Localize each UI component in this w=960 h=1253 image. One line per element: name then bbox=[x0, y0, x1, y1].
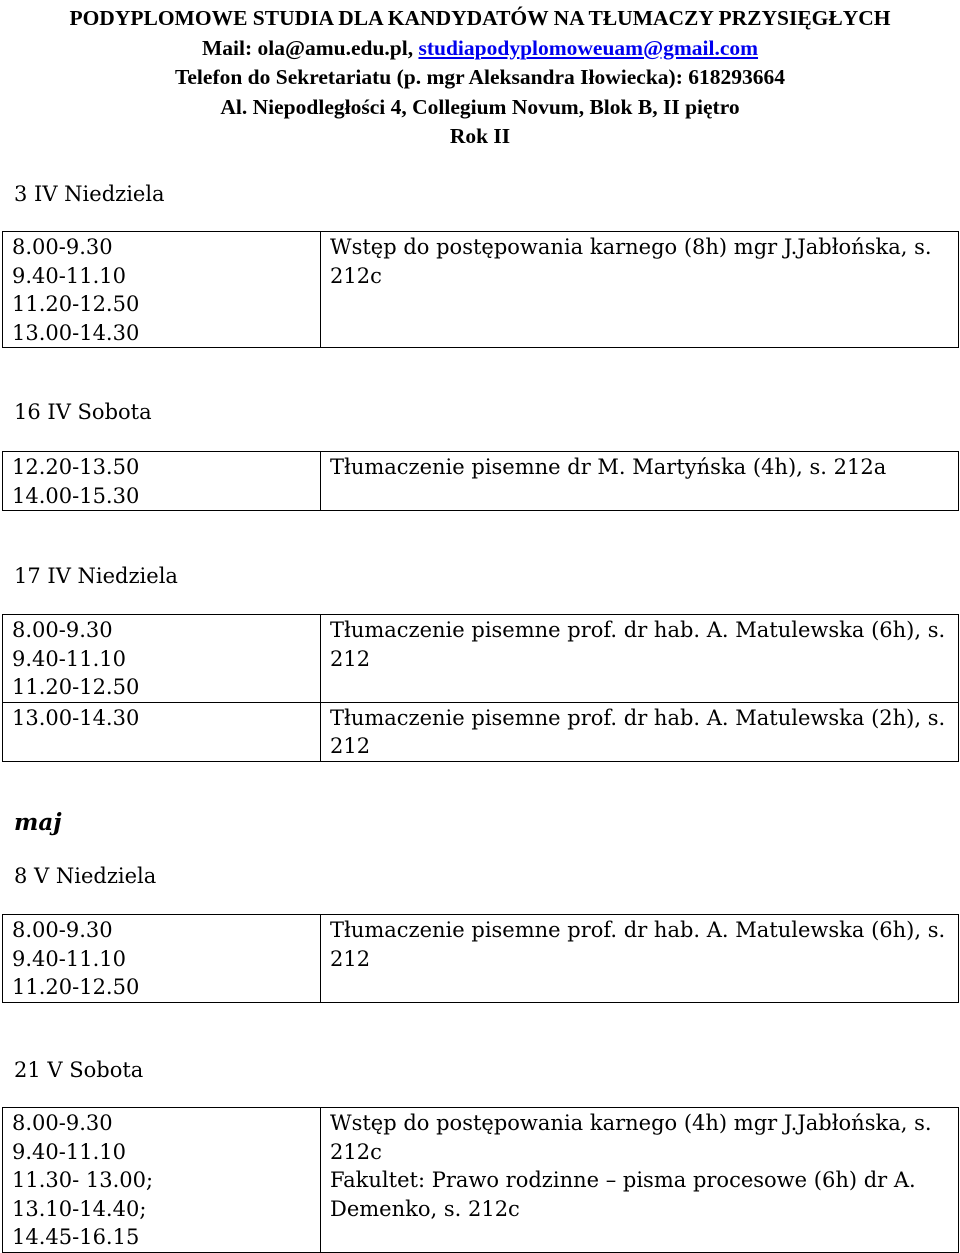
schedule-table bbox=[2, 231, 959, 348]
time-cell bbox=[3, 232, 321, 348]
contact-mail bbox=[0, 34, 960, 64]
schedule-table bbox=[2, 451, 959, 511]
contact-address: Al. Niepodległości 4, Collegium Novum, Blok B, II piętro bbox=[220, 94, 740, 119]
time-slot: 8.00-9.30 bbox=[12, 1111, 113, 1135]
time-slot: 9.40-11.10 bbox=[12, 263, 126, 288]
course-cell bbox=[321, 702, 959, 761]
month-heading: maj bbox=[14, 809, 62, 836]
time-slot: 8.00-9.30 bbox=[12, 618, 113, 642]
time-slot: 9.40-11.10 bbox=[12, 1139, 126, 1164]
course-text: Tłumaczenie pisemne dr M. Martyńska (4h), s. 212a bbox=[330, 455, 887, 479]
time-slot: 8.00-9.30 bbox=[12, 918, 113, 942]
document-title: PODYPLOMOWE STUDIA DLA KANDYDATÓW NA TŁUMACZY PRZYSIĘGŁYCH bbox=[69, 6, 891, 30]
table-row bbox=[3, 702, 959, 761]
day-heading: 3 IV Niedziela bbox=[14, 182, 165, 206]
table-row bbox=[3, 232, 959, 348]
mail-label: Mail: ola@amu.edu.pl, bbox=[201, 35, 419, 60]
table-row bbox=[3, 1108, 959, 1253]
course-text: Tłumaczenie pisemne prof. dr hab. A. Matulewska (2h), s. 212 bbox=[330, 705, 946, 758]
day-heading: 16 IV Sobota bbox=[14, 400, 152, 424]
time-cell bbox=[3, 615, 321, 703]
course-text: Wstęp do postępowania karnego (8h) mgr J.Jabłońska, s. 212c bbox=[330, 235, 932, 288]
schedule-table bbox=[2, 914, 959, 1003]
time-cell bbox=[3, 915, 321, 1003]
time-cell bbox=[3, 452, 321, 511]
time-slot: 9.40-11.10 bbox=[12, 646, 126, 671]
table-row bbox=[3, 915, 959, 1003]
schedule-table bbox=[2, 1107, 959, 1253]
time-slot: 13.10-14.40; bbox=[12, 1196, 147, 1221]
contact-phone: Telefon do Sekretariatu (p. mgr Aleksandra Iłowiecka): 618293664 bbox=[175, 65, 785, 89]
time-cell bbox=[3, 702, 321, 761]
time-slot: 12.20-13.50 bbox=[12, 455, 140, 479]
mail-link[interactable]: studiapodyplomoweuam@gmail.com bbox=[418, 35, 759, 60]
time-slot: 14.45-16.15 bbox=[12, 1225, 140, 1249]
time-slot: 9.40-11.10 bbox=[12, 946, 126, 971]
time-slot: 13.00-14.30 bbox=[12, 320, 140, 345]
day-heading: 21 V Sobota bbox=[14, 1058, 144, 1082]
course-text: Tłumaczenie pisemne prof. dr hab. A. Matulewska (6h), s. 212 bbox=[330, 618, 946, 671]
day-heading: 17 IV Niedziela bbox=[14, 564, 178, 588]
course-cell bbox=[321, 232, 959, 348]
time-slot: 8.00-9.30 bbox=[12, 235, 113, 259]
document-header bbox=[0, 4, 960, 152]
day-heading: 8 V Niedziela bbox=[14, 864, 157, 888]
course-cell bbox=[321, 615, 959, 703]
time-slot: 11.20-12.50 bbox=[12, 292, 140, 316]
time-slot: 13.00-14.30 bbox=[12, 705, 140, 730]
time-slot: 11.20-12.50 bbox=[12, 975, 140, 999]
time-cell bbox=[3, 1108, 321, 1253]
course-text: Tłumaczenie pisemne prof. dr hab. A. Matulewska (6h), s. 212 bbox=[330, 918, 946, 971]
course-cell bbox=[321, 452, 959, 511]
time-slot: 11.30- 13.00; bbox=[12, 1168, 154, 1192]
course-cell bbox=[321, 915, 959, 1003]
course-text: Fakultet: Prawo rodzinne – pisma procesowe (6h) dr A. Demenko, s. 212c bbox=[330, 1168, 916, 1221]
table-row bbox=[3, 615, 959, 703]
course-cell bbox=[321, 1108, 959, 1253]
table-row bbox=[3, 452, 959, 511]
year-label: Rok II bbox=[449, 124, 511, 148]
time-slot: 14.00-15.30 bbox=[12, 483, 140, 508]
course-text: Wstęp do postępowania karnego (4h) mgr J.Jabłońska, s. 212c bbox=[330, 1111, 932, 1164]
schedule-table bbox=[2, 614, 959, 762]
time-slot: 11.20-12.50 bbox=[12, 675, 140, 699]
